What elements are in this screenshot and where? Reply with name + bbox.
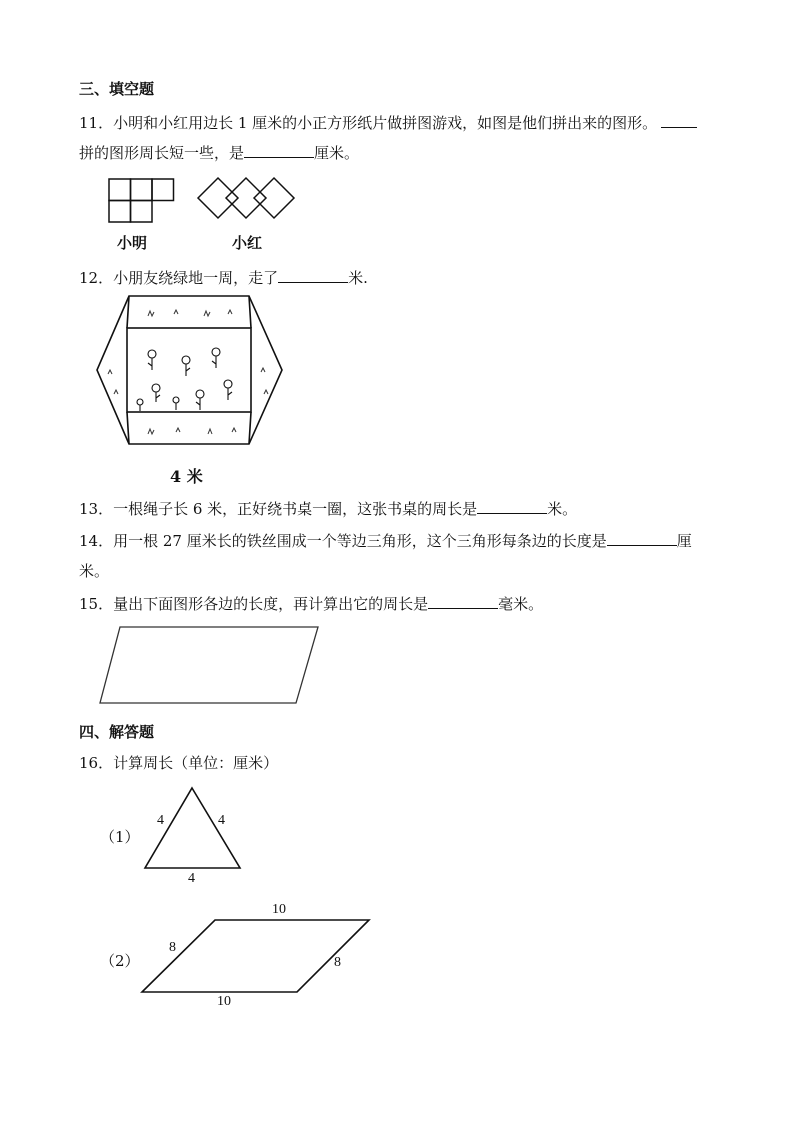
question-11-text-2a: 拼的图形周长短一些，是 <box>79 144 245 162</box>
inner-square <box>127 328 251 412</box>
figure-2-label: （2） <box>100 952 140 970</box>
answer-blank-14[interactable] <box>607 529 677 546</box>
triangle-bottom-side-label: 4 <box>188 871 195 886</box>
label-xiaoming: 小明 <box>117 234 148 252</box>
section-title-solve: 四、解答题 <box>79 723 155 741</box>
parallelogram-left-label: 8 <box>169 940 176 955</box>
question-12 <box>79 266 368 288</box>
question-14-line1 <box>79 529 692 551</box>
hexagon-outline <box>97 296 282 444</box>
question-13 <box>79 497 577 519</box>
triangle-right-side-label: 4 <box>218 813 225 828</box>
question-15-text: 15．量出下面图形各边的长度，再计算出它的周长是 <box>79 595 429 613</box>
question-15 <box>79 592 543 614</box>
question-13-unit: 米。 <box>547 500 578 518</box>
section-title-fill-in: 三、填空题 <box>79 80 155 98</box>
question-14-text: 14．用一根 27 厘米长的铁丝围成一个等边三角形，这个三角形每条边的长度是 <box>79 532 607 550</box>
answer-blank-15[interactable] <box>428 592 498 609</box>
question-11-line2 <box>79 141 359 163</box>
xiaoming-square-figure <box>108 178 178 226</box>
flowers <box>137 348 232 411</box>
hexagon-garden-figure <box>96 294 286 458</box>
parallelogram-measure-figure <box>98 625 322 707</box>
question-11-text-2b: 厘米。 <box>314 144 360 162</box>
question-16: 16．计算周长（单位：厘米） <box>79 754 279 772</box>
question-13-text: 13．一根绳子长 6 米，正好绕书桌一圈，这张书桌的周长是 <box>79 500 478 518</box>
triangle-left-side-label: 4 <box>157 813 164 828</box>
xiaohong-diamond-figure <box>196 176 296 226</box>
question-14-unit-a: 厘 <box>676 532 692 550</box>
answer-blank-11b[interactable] <box>244 141 314 158</box>
question-11-line1 <box>79 111 697 133</box>
question-12-unit: 米. <box>348 269 368 287</box>
question-12-text: 12．小朋友绕绿地一周，走了 <box>79 269 279 287</box>
label-xiaohong: 小红 <box>232 234 263 252</box>
hexagon-side-caption: 4 米 <box>170 467 203 486</box>
parallelogram-bottom-label: 10 <box>217 994 231 1009</box>
parallelogram-top-label: 10 <box>272 902 286 917</box>
question-14-line2: 米。 <box>79 562 110 580</box>
answer-blank-13[interactable] <box>477 497 547 514</box>
answer-blank-11a[interactable] <box>661 111 697 128</box>
question-11-text: 11．小明和小红用边长 1 厘米的小正方形纸片做拼图游戏，如图是他们拼出来的图形。 <box>79 114 658 132</box>
question-15-unit: 毫米。 <box>498 595 544 613</box>
figure-1-label: （1） <box>100 828 140 846</box>
answer-blank-12[interactable] <box>278 266 348 283</box>
parallelogram-right-label: 8 <box>334 955 341 970</box>
